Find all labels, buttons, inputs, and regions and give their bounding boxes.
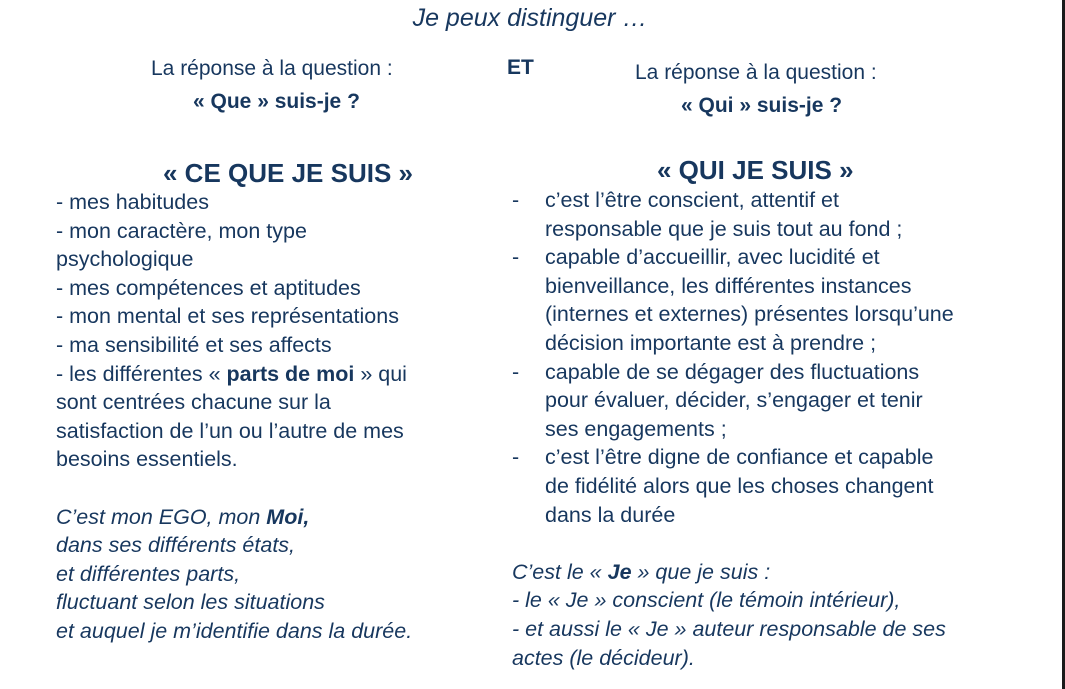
right-bullet-3 xyxy=(512,358,954,444)
bullet-dash: - xyxy=(512,445,520,470)
left-body xyxy=(56,188,412,646)
right-je-line-3: - et aussi le « Je » auteur responsable de ses xyxy=(512,616,946,641)
left-ego-line-5: et auquel je m’identifie dans la durée. xyxy=(56,618,413,643)
parts-bold: parts de moi xyxy=(226,361,355,386)
left-question: « Que » suis-je ? xyxy=(193,90,360,113)
ego-prefix: C’est mon EGO, mon xyxy=(56,504,267,529)
left-item-parts xyxy=(56,360,412,389)
right-bullet-3-line-2: pour évaluer, décider, s’engager et tenir xyxy=(545,388,923,413)
left-parts-cont-1: sont centrées chacune sur la xyxy=(56,390,331,415)
right-spacer xyxy=(512,529,954,558)
right-bullet-2 xyxy=(512,243,954,357)
right-bullet-3-line-3: ses engagements ; xyxy=(545,416,727,441)
left-item-mental: - mon mental et ses représentations xyxy=(56,304,399,329)
right-question: « Qui » suis-je ? xyxy=(681,94,843,117)
left-item-psychologique: psychologique xyxy=(56,247,194,272)
je-suffix: » que je suis : xyxy=(631,559,771,584)
right-je-line xyxy=(512,558,954,587)
right-heading: « QUI JE SUIS » xyxy=(657,155,854,185)
right-bullet-1-line-1: c’est l’être conscient, attentif et xyxy=(545,188,839,212)
right-bullet-1-line-2: responsable que je suis tout au fond ; xyxy=(545,216,903,241)
left-item-caractere: - mon caractère, mon type xyxy=(56,218,307,243)
right-body xyxy=(512,186,954,672)
left-heading: « CE QUE JE SUIS » xyxy=(163,158,413,188)
right-bullet-4-line-2: de fidélité alors que les choses changent xyxy=(545,473,934,498)
left-parts-cont-3: besoins essentiels. xyxy=(56,447,238,472)
left-item-habitudes: - mes habitudes xyxy=(56,190,209,214)
page-title: Je peux distinguer … xyxy=(412,4,648,32)
left-spacer xyxy=(56,474,412,503)
right-bullet-2-line-1: capable d’accueillir, avec lucidité et xyxy=(545,245,880,270)
bullet-dash: - xyxy=(512,359,520,384)
left-question-label: La réponse à la question : xyxy=(151,57,393,80)
right-bullet-4-line-1: c’est l’être digne de confiance et capable xyxy=(545,445,934,470)
left-parts-cont-2: satisfaction de l’un ou l’autre de mes xyxy=(56,418,404,443)
parts-suffix: » qui xyxy=(354,361,407,386)
ego-bold: Moi, xyxy=(266,504,310,529)
left-ego-line-3: et différentes parts, xyxy=(56,561,241,586)
left-item-competences: - mes compétences et aptitudes xyxy=(56,275,361,300)
right-bullet-2-line-2: bienveillance, les différentes instances xyxy=(545,273,912,298)
right-je-line-2: - le « Je » conscient (le témoin intérieur), xyxy=(512,588,901,613)
left-item-sensibilite: - ma sensibilité et ses affects xyxy=(56,332,332,357)
right-bullet-3-line-1: capable de se dégager des fluctuations xyxy=(545,359,920,384)
right-bullet-4-line-3: dans la durée xyxy=(545,502,676,527)
parts-prefix: - les différentes « xyxy=(56,361,227,386)
left-ego-line xyxy=(56,503,412,532)
bullet-dash: - xyxy=(512,188,520,212)
right-bullet-2-line-4: décision importante est à prendre ; xyxy=(545,330,877,355)
je-bold: Je xyxy=(607,559,632,584)
right-bullet-1 xyxy=(512,186,954,243)
left-ego-line-4: fluctuant selon les situations xyxy=(56,590,325,615)
connector-et: ET xyxy=(507,56,534,79)
right-bullet-2-line-3: (internes et externes) présentes lorsqu’une xyxy=(545,302,954,327)
bullet-dash: - xyxy=(512,245,520,270)
right-bullet-4 xyxy=(512,443,954,529)
right-je-line-4: actes (le décideur). xyxy=(512,645,695,670)
left-ego-line-2: dans ses différents états, xyxy=(56,533,296,558)
right-question-label: La réponse à la question : xyxy=(635,61,877,84)
je-prefix: C’est le « xyxy=(512,559,608,584)
